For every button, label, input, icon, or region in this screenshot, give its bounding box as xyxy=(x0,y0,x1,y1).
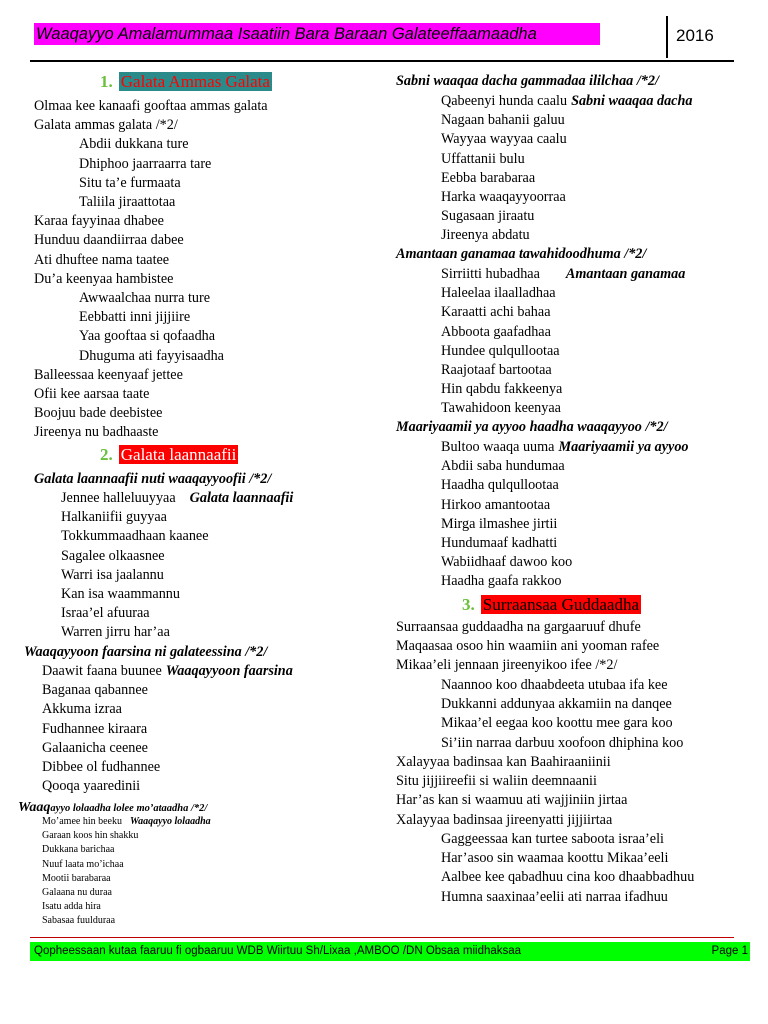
lyric-line: Mikaa’eli jennaan jireenyikoo ifee /*2/ xyxy=(396,657,618,674)
lyric-line: Taliila jiraattotaa xyxy=(79,194,176,210)
page-number: Page 1 xyxy=(711,945,748,957)
lyric-text: Qabeenyi hunda caalu xyxy=(441,93,568,109)
lyric-line: Maqaasaa osoo hin waamiin ani yooman rafee xyxy=(396,638,660,655)
refrain-callout: Amantaan ganamaa xyxy=(565,266,686,282)
header-divider xyxy=(666,16,668,58)
lyric-line: Ati dhuftee nama taatee xyxy=(34,251,170,268)
lyric-line: Isatu adda hira xyxy=(42,901,101,913)
lyric-line: Du’a keenyaa hambistee xyxy=(34,270,174,287)
section-title: Surraansaa Guddaadha xyxy=(482,595,639,614)
section-number: 1. xyxy=(100,72,113,91)
refrain-callout: Sabni waaqaa dacha xyxy=(571,93,693,109)
lyric-line: Si’iin narraa darbuu xoofoon dhiphina koo xyxy=(441,734,684,751)
lyric-line: Har’asoo sin waamaa koottu Mikaa’eeli xyxy=(441,850,669,867)
section-heading-1 xyxy=(100,71,272,93)
lyric-line: Eebbatti inni jijjiire xyxy=(79,309,191,326)
lyric-line: Baganaa qabannee xyxy=(42,682,148,699)
lyric-line xyxy=(42,662,293,680)
lyric-line: Xalayyaa badinsaa jireenyatti jijjiirtaa xyxy=(396,811,613,828)
lyric-line: Hin qabdu fakkeenya xyxy=(441,381,563,398)
refrain-line: Amantaan ganamaa tawahidoodhuma /*2/ xyxy=(396,246,647,262)
lyric-line: Haadha gaafa rakkoo xyxy=(441,573,562,590)
section-title: Galata laannaafii xyxy=(120,445,237,464)
refrain-lead: Waaq xyxy=(18,800,51,815)
header-rule xyxy=(30,60,734,62)
lyric-line: Ofii kee aarsaa taate xyxy=(34,386,150,402)
lyric-line: Galaanicha ceenee xyxy=(42,739,148,756)
lyric-line: Warren jirru har’aa xyxy=(61,624,170,641)
lyric-line: Tawahidoon keenyaa xyxy=(441,400,561,417)
lyric-line: Uffattanii bulu xyxy=(441,150,525,167)
lyric-line: Dukkanni addunyaa akkamiin na danqee xyxy=(441,696,672,713)
lyric-line xyxy=(441,265,685,283)
lyric-line: Mirga ilmashee jirtii xyxy=(441,515,558,532)
lyric-line: Dibbee ol fudhannee xyxy=(42,759,161,775)
lyric-line: Boojuu bade deebistee xyxy=(34,405,163,422)
section-heading-2 xyxy=(100,444,238,466)
refrain-callout: Galata laannaafii xyxy=(189,490,294,506)
lyric-line: Naannoo koo dhaabdeeta utubaa ifa kee xyxy=(441,677,668,693)
refrain-rest: ayyo lolaadha lolee mo’ataadha /*2/ xyxy=(50,803,208,814)
refrain-callout: Maariyaamii ya ayyoo xyxy=(558,439,689,455)
lyric-text: Mo’amee hin beeku xyxy=(42,816,122,827)
lyric-line: Gaggeessaa kan turtee saboota israa’eli xyxy=(441,831,664,847)
lyric-line: Nuuf laata mo’ichaa xyxy=(42,858,124,870)
lyric-line: Humna saaxinaa’eelii ati narraa ifadhuu xyxy=(441,888,668,905)
lyric-line: Raajotaaf bartootaa xyxy=(441,362,552,378)
lyric-line: Dhiphoo jaarraarra tare xyxy=(79,155,212,172)
lyric-line xyxy=(441,92,692,110)
lyric-line: Mootii barabaraa xyxy=(42,872,111,884)
section-heading-3 xyxy=(462,594,641,616)
lyric-line: Halkaniifii guyyaa xyxy=(61,509,167,526)
lyric-line: Mikaa’el eegaa koo koottu mee gara koo xyxy=(441,715,673,732)
lyric-line: Jireenya nu badhaaste xyxy=(34,424,159,441)
header-title: Waaqayyo Amalamummaa Isaatiin Bara Baraan Galateeffaamaadha xyxy=(34,23,600,45)
lyric-line: Awwaalchaa nurra ture xyxy=(79,290,211,306)
lyric-line: Hunduu daandiirraa dabee xyxy=(34,232,184,249)
lyric-line: Fudhannee kiraara xyxy=(42,720,148,737)
lyric-line: Dhuguma ati fayyisaadha xyxy=(79,347,224,364)
lyric-line: Olmaa kee kanaafi gooftaa ammas galata xyxy=(34,98,268,114)
lyric-line: Aalbee kee qabadhuu cina koo dhaabbadhuu xyxy=(441,869,695,886)
header-year: 2016 xyxy=(676,26,714,45)
lyric-line: Karaatti achi bahaa xyxy=(441,304,551,321)
lyric-line: Hirkoo amantootaa xyxy=(441,496,551,513)
lyric-line: Akkuma izraa xyxy=(42,701,122,718)
lyric-line xyxy=(42,816,211,828)
lyric-text: Sirriitti hubadhaa xyxy=(441,266,540,282)
lyric-line: Qooqa yaaredinii xyxy=(42,778,141,795)
lyric-line: Nagaan bahanii galuu xyxy=(441,112,565,129)
lyric-line: Balleessaa keenyaaf jettee xyxy=(34,366,183,383)
refrain-line: Maariyaamii ya ayyoo haadha waaqayyoo /*2/ xyxy=(396,419,668,435)
lyric-line: Karaa fayyinaa dhabee xyxy=(34,213,164,230)
lyric-line: Haleelaa ilaalladhaa xyxy=(441,285,556,302)
lyric-line: Surraansaa guddaadha na gargaaruuf dhufe xyxy=(396,619,641,635)
lyric-line xyxy=(61,489,293,507)
lyric-line: Galaana nu duraa xyxy=(42,887,112,898)
lyric-line: Hundumaaf kadhatti xyxy=(441,535,558,551)
lyric-line: Dukkana barichaa xyxy=(42,844,115,856)
lyric-line: Wabiidhaaf dawoo koo xyxy=(441,554,573,571)
footer-rule xyxy=(30,937,734,938)
lyric-line: Wayyaa wayyaa caalu xyxy=(441,131,567,148)
lyric-line: Haadha qulqullootaa xyxy=(441,477,559,494)
lyric-line: Harka waaqayyoorraa xyxy=(441,189,566,205)
lyric-text: Bultoo waaqa uuma xyxy=(441,439,555,455)
lyric-line: Kan isa waammannu xyxy=(61,586,180,602)
lyric-line: Jireenya abdatu xyxy=(441,227,530,244)
lyric-line: Tokkummaadhaan kaanee xyxy=(61,528,209,545)
lyric-text: Jennee halleluuyyaa xyxy=(61,490,176,506)
lyric-line: Yaa gooftaa si qofaadha xyxy=(79,328,216,345)
refrain-line xyxy=(18,798,207,818)
lyric-line: Situ ta’e furmaata xyxy=(79,174,181,191)
refrain-line: Galata laannaafii nuti waaqayyoofii /*2/ xyxy=(34,471,272,487)
lyric-line xyxy=(441,438,689,456)
lyric-line: Xalayyaa badinsaa kan Baahiraaniinii xyxy=(396,754,611,770)
section-number: 2. xyxy=(100,445,113,464)
lyric-line: Abdii saba hundumaa xyxy=(441,458,565,475)
lyric-line: Eebba barabaraa xyxy=(441,169,536,186)
lyric-line: Sugasaan jiraatu xyxy=(441,208,535,225)
lyric-line: Hundee qulqullootaa xyxy=(441,342,560,359)
lyric-line: Sabasaa fuulduraa xyxy=(42,915,116,927)
lyric-line: Abboota gaafadhaa xyxy=(441,323,551,340)
lyric-line: Garaan koos hin shakku xyxy=(42,830,139,842)
lyric-text: Daawit faana buunee xyxy=(42,663,162,679)
lyric-line: Sagalee olkaasnee xyxy=(61,547,165,564)
lyric-line: Situ jijjiireefii si waliin deemnaanii xyxy=(396,773,597,790)
lyric-line: Israa’el afuuraa xyxy=(61,605,150,622)
refrain-line: Sabni waaqaa dacha gammadaa ililchaa /*2/ xyxy=(396,73,659,89)
section-title: Galata Ammas Galata xyxy=(120,72,270,91)
lyric-line: Har’as kan si waamuu ati wajjiniin jirtaa xyxy=(396,792,628,809)
section-number: 3. xyxy=(462,595,475,614)
footer xyxy=(30,942,750,961)
lyric-line: Abdii dukkana ture xyxy=(79,136,189,153)
refrain-callout: Waaqayyoon faarsina xyxy=(165,663,293,679)
lyric-line: Galata ammas galata /*2/ xyxy=(34,117,178,134)
lyric-line: Warri isa jaalannu xyxy=(61,566,164,583)
refrain-line: Waaqayyoon faarsina ni galateessina /*2/ xyxy=(24,644,268,660)
footer-text: Qopheessaan kutaa faaruu fi ogbaaruu WDB Wiirtuu Sh/Lixaa ,AMBOO /DN Obsaa miidhaksaa xyxy=(34,945,522,957)
refrain-callout: Waaqayyo lolaadha xyxy=(129,816,211,827)
